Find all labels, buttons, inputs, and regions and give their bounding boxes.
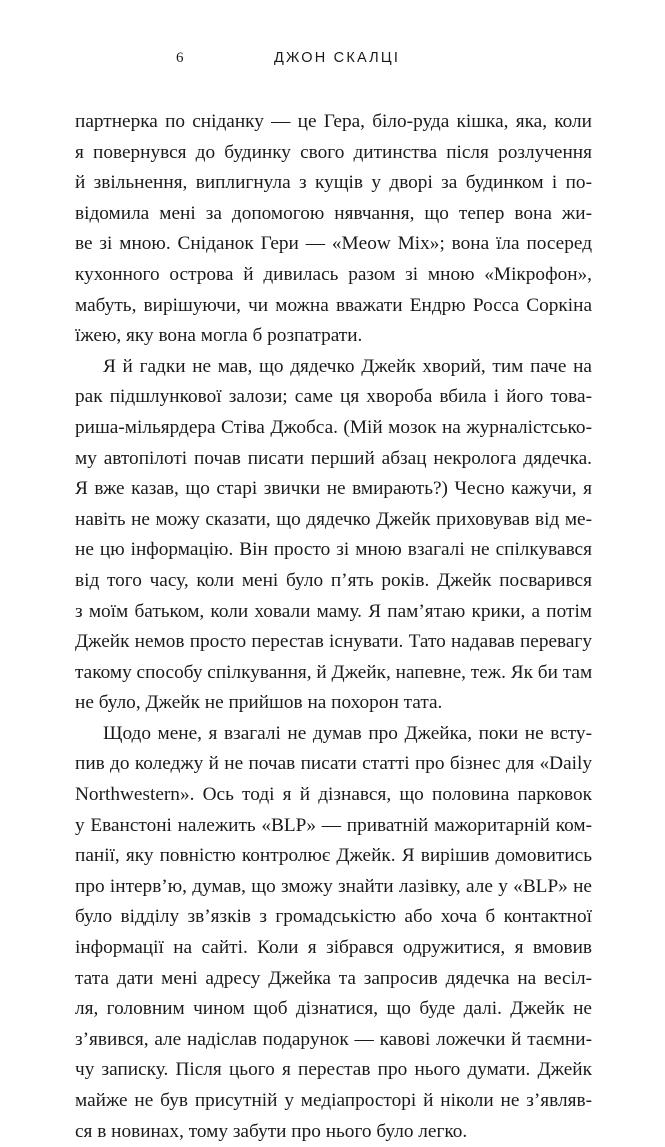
text-line: й звільнення, виплигнула з кущів у дворі за будинком і по-: [75, 172, 592, 194]
text-line: у Еванстоні належить «BLP» — приватній мажоритарній ком-: [75, 814, 592, 836]
paragraph-1: [75, 107, 592, 352]
text-line: інформації на сайті. Коли я зібрався одружитися, я вмовив: [75, 937, 592, 959]
text-line: Джейк немов просто перестав існувати. Тато надавав перевагу: [75, 631, 592, 653]
text-line: Я й гадки не мав, що дядечко Джейк хворий, тим паче на: [103, 355, 592, 377]
text-line: не було, Джейк не прийшов на похорон тата.: [75, 692, 443, 714]
text-line: відомила мені за допомогою нявчання, що тепер вона жи-: [75, 202, 592, 224]
running-head-author: ДЖОН СКАЛЦІ: [274, 50, 401, 66]
body-text: [75, 107, 592, 1147]
text-line: навіть не можу сказати, що дядечко Джейк приховував від ме-: [75, 508, 592, 530]
text-line: панії, яку повністю контролює Джейк. Я вирішив домовитись: [75, 845, 592, 867]
text-line: ля, головним чином щоб дізнатися, що буде далі. Джейк не: [75, 998, 592, 1020]
text-line: такому способу спілкування, й Джейк, напевне, теж. Як би там: [75, 661, 593, 683]
text-line: кухонного острова й дивилась разом зі мною «Мікрофон»,: [75, 263, 592, 285]
text-line: я повернувся до будинку свого дитинства після розлучення: [75, 141, 592, 163]
text-line: мабуть, вирішуючи, чи можна вважати Ендрю Росса Соркіна: [75, 294, 592, 316]
text-line: му автопілоті почав писати перший абзац некролога дядечка.: [75, 447, 592, 469]
page-number: 6: [176, 50, 184, 66]
text-line: Щодо мене, я взагалі не думав про Джейка, поки не всту-: [103, 722, 592, 744]
text-line: від того часу, коли мені було п’ять років. Джейк посварився: [75, 569, 592, 591]
text-line: з’явився, але надіслав подарунок — кавові ложечки й таємни-: [75, 1028, 592, 1050]
text-line: чу записку. Після цього я перестав про нього думати. Джейк: [75, 1059, 592, 1081]
text-line: про інтерв’ю, думав, що зможу знайти лазівку, але у «BLP» не: [75, 875, 592, 897]
text-line: не цю інформацію. Він просто зі мною взагалі не спілкувався: [75, 539, 592, 561]
text-line: партнерка по сніданку — це Гера, біло-руда кішка, яка, коли: [75, 111, 592, 132]
text-line: ся в новинах, тому забути про нього було легко.: [75, 1120, 468, 1142]
text-line: Northwestern». Ось тоді я й дізнався, що половина парковок: [75, 784, 592, 806]
text-line: було відділу зв’язків з громадськістю або хоча б контактної: [75, 906, 592, 928]
text-line: пив до коледжу й не почав писати статті про бізнес для «Daily: [75, 753, 592, 775]
text-line: тата дати мені адресу Джейка та запросив дядечка на весіл-: [75, 967, 592, 989]
text-line: ве зі мною. Сніданок Гери — «Meow Mix»; вона їла посеред: [75, 233, 592, 255]
text-line: риша-мільярдера Стіва Джобса. (Мій мозок на журналістсько-: [75, 416, 592, 438]
text-line: майже не був присутній у медіапросторі й ніколи не з’являв-: [75, 1090, 592, 1111]
page-header: [0, 50, 665, 74]
paragraph-2: [75, 352, 592, 719]
text-line: Я вже казав, що старі звички не вмирають?) Чесно кажучи, я: [75, 478, 592, 500]
text-line: з моїм батьком, коли ховали маму. Я пам’ятаю крики, а потім: [75, 600, 592, 622]
text-line: рак підшлункової залози; саме ця хвороба вбила і його това-: [75, 386, 592, 408]
text-line: їжею, яку вона могла б розпатрати.: [75, 325, 363, 347]
paragraph-3: [75, 719, 592, 1147]
